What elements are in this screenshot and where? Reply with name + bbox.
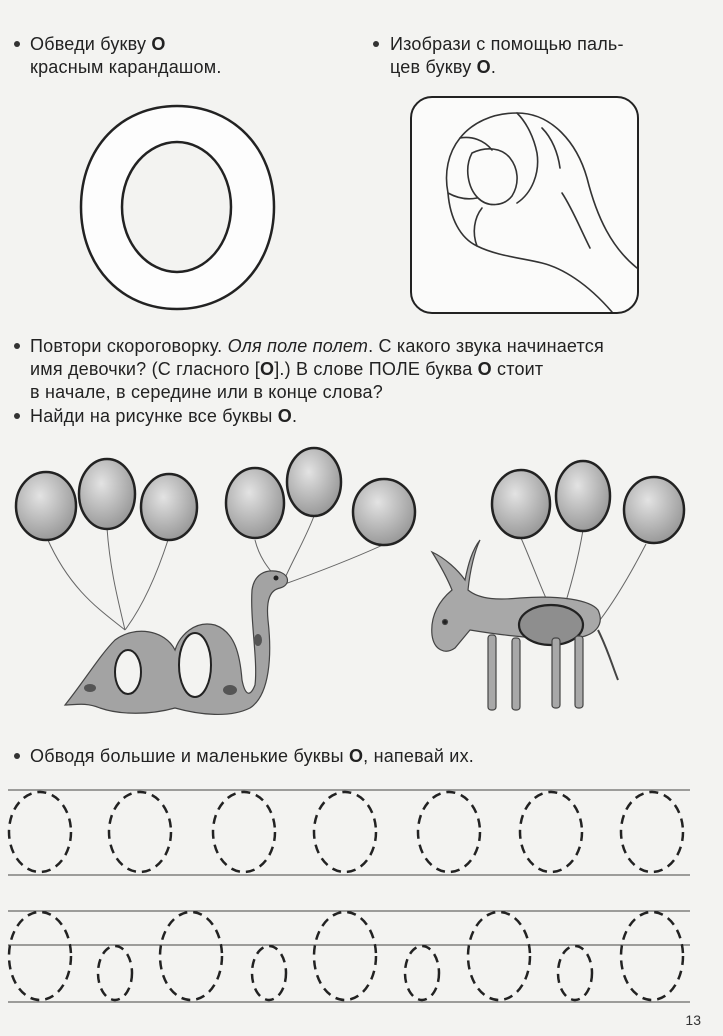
trace-o-big xyxy=(468,912,530,1000)
trace-o-big xyxy=(109,792,171,872)
trace-o-big xyxy=(9,912,71,1000)
task2-letter: О xyxy=(476,57,491,77)
trace-o-big xyxy=(213,792,275,872)
trace-o-small xyxy=(252,946,286,1000)
task2-line2: цев букву xyxy=(390,57,477,77)
task5-text: Обводя большие и маленькие буквы О, напевай их. xyxy=(30,746,474,766)
balloon-1 xyxy=(16,472,76,540)
donkey-illustration xyxy=(432,540,618,710)
task3-letter1: О xyxy=(260,359,275,379)
snake-illustration xyxy=(65,571,288,715)
tracing-row-1[interactable] xyxy=(0,780,723,880)
task3-letter2: О xyxy=(477,359,492,379)
task1-line1: Обведи букву xyxy=(30,34,152,54)
bullet-4 xyxy=(14,413,20,419)
trace-o-small xyxy=(405,946,439,1000)
task3-line1 xyxy=(30,335,690,358)
trace-o-big xyxy=(9,792,71,872)
bullet-1 xyxy=(14,41,20,47)
hand-sign-frame xyxy=(410,96,639,314)
page-number: 13 xyxy=(685,1012,701,1028)
outline-letter-o[interactable] xyxy=(75,100,280,315)
task2-text xyxy=(390,33,624,79)
task1-letter: О xyxy=(151,34,166,54)
trace-o-big xyxy=(314,912,376,1000)
trace-o-big xyxy=(160,912,222,1000)
task5-letter: О xyxy=(348,746,364,766)
task2-end: . xyxy=(490,57,497,77)
task4-letter: О xyxy=(277,406,292,426)
tracing-row-2[interactable] xyxy=(0,900,723,1010)
task3-p2: . С какого звука начинается xyxy=(368,336,604,356)
task4-text: Найди на рисунке все буквы О. xyxy=(30,406,298,426)
task3-text xyxy=(30,335,690,404)
task3-line3: в начале, в середине или в конце слова? xyxy=(30,382,383,402)
bullet-3 xyxy=(14,343,20,349)
trace-o-small xyxy=(98,946,132,1000)
balloon-2 xyxy=(79,459,135,529)
task1-line2: красным карандашом. xyxy=(30,57,222,77)
trace-o-big xyxy=(418,792,480,872)
trace-o-big xyxy=(520,792,582,872)
bullet-5 xyxy=(14,753,20,759)
balloon-7 xyxy=(492,470,550,538)
balloon-5 xyxy=(287,448,341,516)
balloon-6 xyxy=(353,479,415,545)
task3-p1: Повтори скороговорку. xyxy=(30,336,228,356)
tongue-twister: Оля поле полет xyxy=(227,336,369,356)
find-letters-illustration xyxy=(0,440,723,730)
trace-o-big xyxy=(621,912,683,1000)
trace-o-small xyxy=(558,946,592,1000)
trace-o-big xyxy=(621,792,683,872)
balloon-8 xyxy=(556,461,610,531)
bullet-2 xyxy=(373,41,379,47)
hand-gesture-icon xyxy=(412,98,637,312)
balloon-9 xyxy=(624,477,684,543)
task1-text xyxy=(30,33,222,79)
trace-o-big xyxy=(314,792,376,872)
task3-line2: имя девочки? (С гласного [О].) В слове ПОЛЕ буква О стоит xyxy=(30,359,544,379)
balloon-4 xyxy=(226,468,284,538)
task2-line1: Изобрази с помощью паль- xyxy=(390,34,624,54)
balloon-3 xyxy=(141,474,197,540)
